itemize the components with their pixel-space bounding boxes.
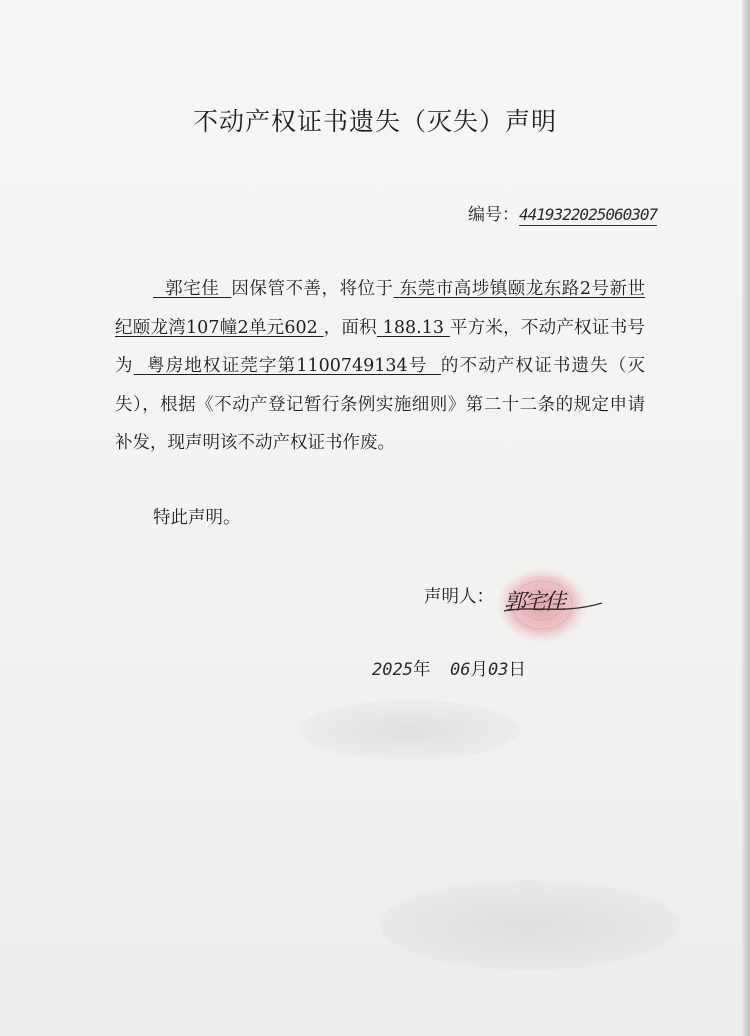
- paragraph-text-1: 因保管不善，将位于: [231, 279, 394, 299]
- certificate-number: 粤房地权证莞字第1100749134号: [147, 356, 428, 376]
- declaration-date: [372, 656, 572, 690]
- document-title: 不动产权证书遗失（灭失）声明: [192, 107, 557, 136]
- declaration-paragraph: [115, 270, 645, 463]
- document-number-value: 4419322025060307: [519, 205, 658, 224]
- scan-smudge: [300, 700, 520, 760]
- signature-text: 郭宅佳: [504, 590, 565, 615]
- document-number-label: 编号：: [468, 205, 519, 225]
- document-number: [468, 200, 683, 232]
- date-day: 03: [488, 660, 509, 680]
- paragraph-text-2: ，面积: [323, 317, 377, 338]
- date-month-unit: 月: [470, 660, 489, 680]
- property-area: 188.13: [382, 317, 444, 338]
- date-year-unit: 年: [412, 660, 431, 680]
- property-address: 东莞市高埗镇颐龙东路2号新世纪颐龙湾107幢2单元602: [115, 279, 646, 338]
- date-year: 2025: [372, 660, 413, 680]
- scan-edge: [742, 0, 750, 1036]
- handwritten-signature: [502, 575, 612, 625]
- date-month: 06: [450, 660, 471, 680]
- closing-statement: 特此声明。: [153, 508, 241, 528]
- paragraph-text-3: 平方米，不动产权证书号为: [115, 317, 645, 376]
- declarant-signature-block: [424, 575, 644, 635]
- owner-name: 郭宅佳: [165, 279, 220, 299]
- date-day-unit: 日: [508, 660, 526, 680]
- scan-smudge: [380, 880, 680, 970]
- declarant-label: 声明人：: [424, 587, 494, 607]
- paragraph-text-4: 的不动产权证书遗失（灭失），根据《不动产登记暂行条例实施细则》第二十二条的规定申请补发，现声明该不动产权证书作废。: [115, 356, 645, 453]
